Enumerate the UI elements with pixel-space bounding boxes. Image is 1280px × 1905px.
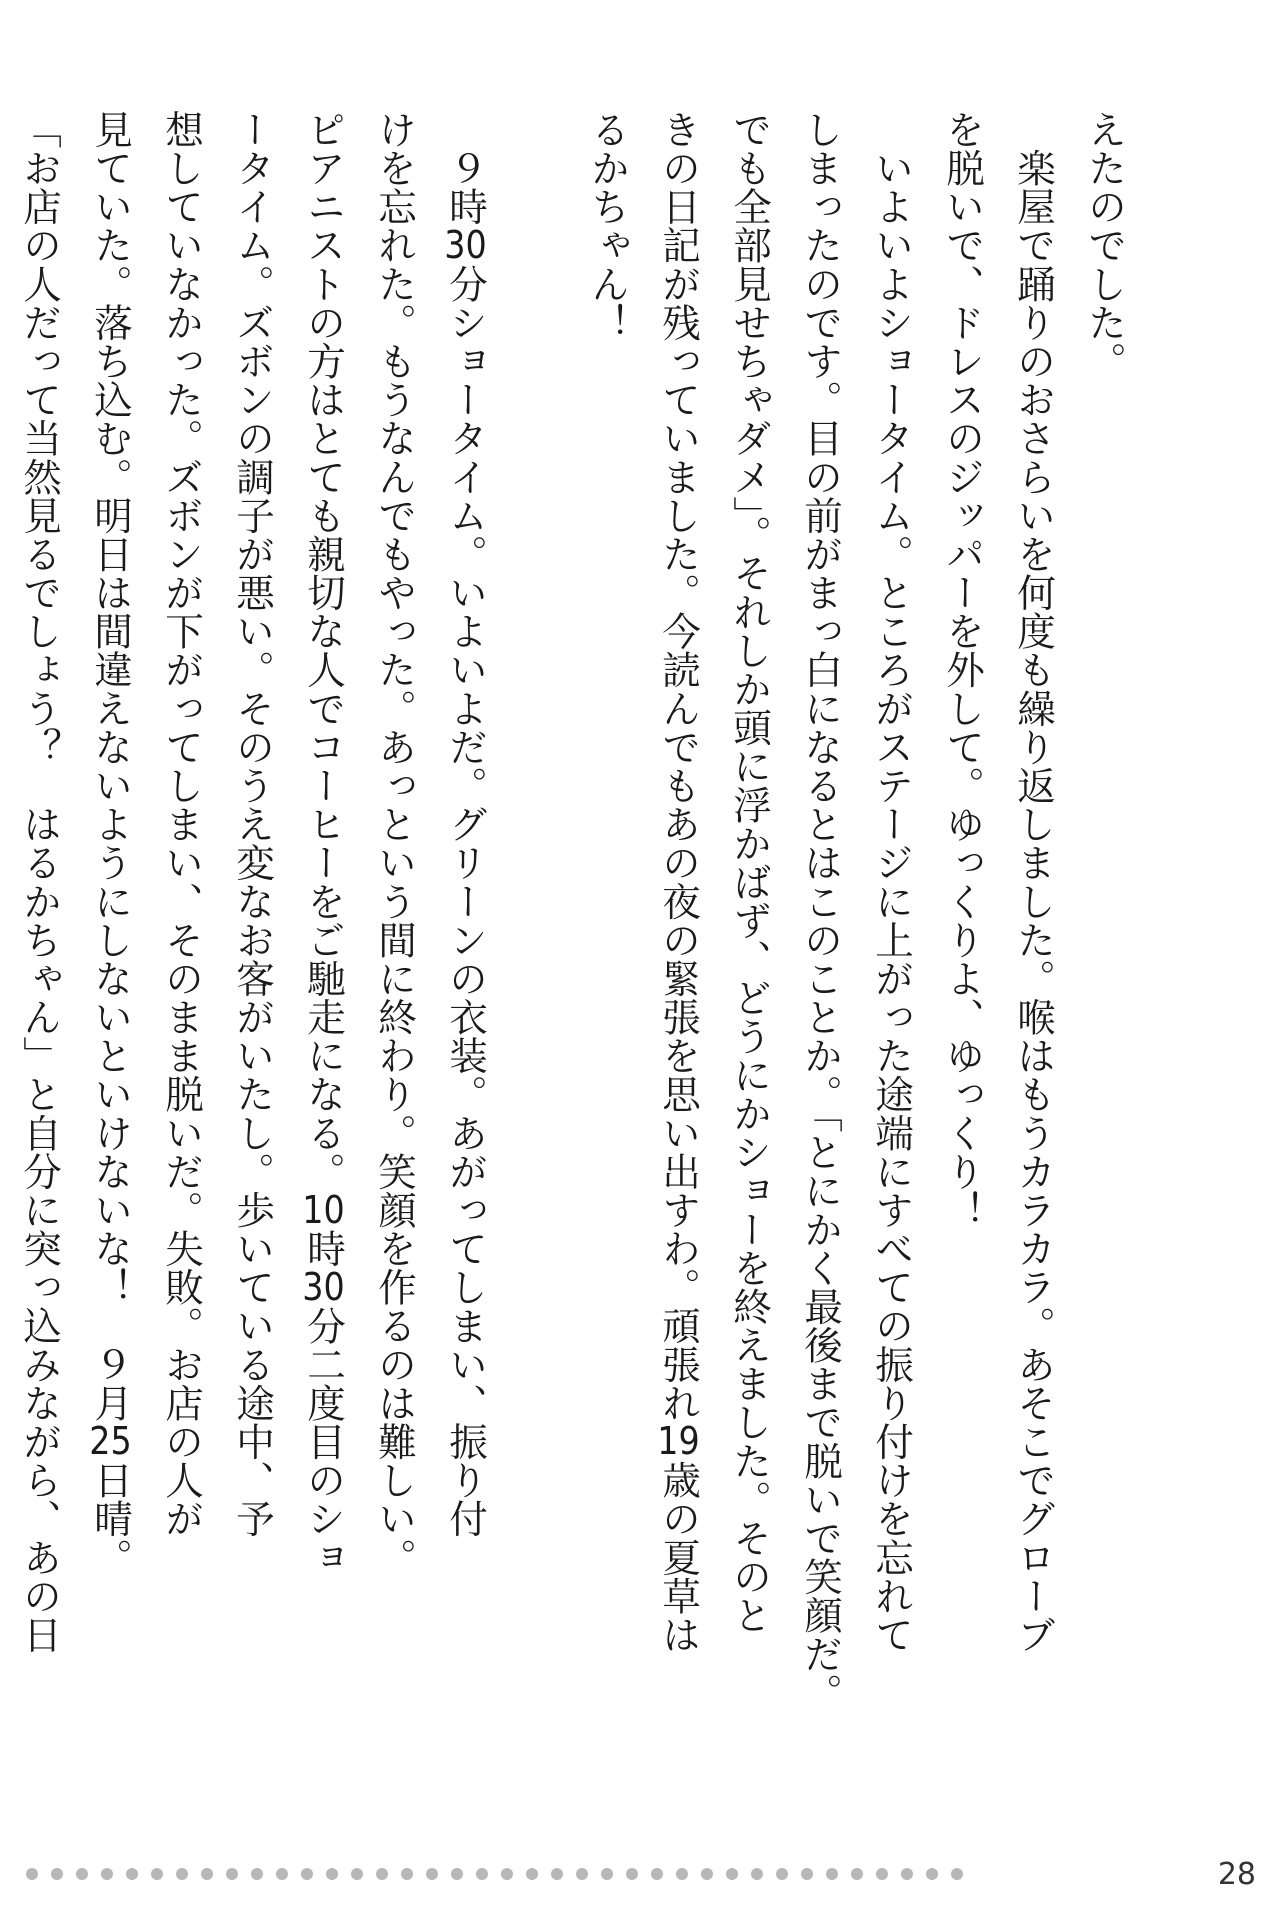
dot-bullet bbox=[476, 1868, 488, 1880]
dot-bullet bbox=[676, 1868, 688, 1880]
dot-bullet bbox=[101, 1868, 113, 1880]
dot-bullet bbox=[76, 1868, 88, 1880]
dot-bullet bbox=[901, 1868, 913, 1880]
dot-bullet bbox=[651, 1868, 663, 1880]
text-line: るかちゃん！ bbox=[585, 110, 630, 342]
diary-line: ータイム。ズボンの調子が悪い。そのうえ変なお客がいたし。歩いている途中、予 bbox=[230, 110, 275, 1538]
text-line: を脱いで、ドレスのジッパーを外して。ゆっくりよ、ゆっくり！ bbox=[940, 110, 985, 1230]
dot-bullet bbox=[451, 1868, 463, 1880]
dot-bullet bbox=[251, 1868, 263, 1880]
dot-bullet bbox=[401, 1868, 413, 1880]
dot-leader bbox=[26, 1868, 963, 1880]
dot-bullet bbox=[751, 1868, 763, 1880]
dot-bullet bbox=[426, 1868, 438, 1880]
text-line: 楽屋で踊りのおさらいを何度も繰り返しました。喉はもうカラカラ。あそこでグローブ bbox=[1011, 110, 1056, 1654]
text-line: しまったのです。目の前がまっ白になるとはこのことか。「とにかく最後まで脱いで笑顔だ。 bbox=[798, 110, 843, 1712]
dot-bullet bbox=[126, 1868, 138, 1880]
diary-line: 見ていた。落ち込む。明日は間違えないようにしないといけないな！ ９月25日晴。 bbox=[88, 110, 133, 1577]
dot-bullet bbox=[376, 1868, 388, 1880]
dot-bullet bbox=[351, 1868, 363, 1880]
dot-bullet bbox=[176, 1868, 188, 1880]
dot-bullet bbox=[26, 1868, 38, 1880]
dot-bullet bbox=[326, 1868, 338, 1880]
dot-bullet bbox=[726, 1868, 738, 1880]
diary-line: けを忘れた。もうなんでもやった。あっという間に終わり。笑顔を作るのは難しい。 bbox=[372, 110, 417, 1577]
dot-bullet bbox=[926, 1868, 938, 1880]
dot-bullet bbox=[551, 1868, 563, 1880]
dot-bullet bbox=[201, 1868, 213, 1880]
dot-bullet bbox=[776, 1868, 788, 1880]
text-line: えたのでした。 bbox=[1082, 110, 1127, 381]
dot-bullet bbox=[501, 1868, 513, 1880]
dot-bullet bbox=[151, 1868, 163, 1880]
page-number: 28 bbox=[1217, 1857, 1256, 1892]
text-line: きの日記が残っていました。今読んでもあの夜の緊張を思い出すわ。頑張れ19歳の夏草は bbox=[656, 110, 701, 1654]
dot-bullet bbox=[601, 1868, 613, 1880]
dot-bullet bbox=[276, 1868, 288, 1880]
dot-bullet bbox=[876, 1868, 888, 1880]
text-line: でも全部見せちゃダメ」。それしか頭に浮かばず、どうにかショーを終えました。そのと bbox=[727, 110, 772, 1635]
dot-bullet bbox=[51, 1868, 63, 1880]
dot-bullet bbox=[826, 1868, 838, 1880]
paragraph-gap bbox=[501, 110, 572, 1710]
dot-bullet bbox=[951, 1868, 963, 1880]
vertical-text-body bbox=[4, 110, 1140, 1710]
diary-line: ピアニストの方はとても親切な人でコーヒーをご馳走になる。10時30分二度目のショ bbox=[301, 110, 346, 1577]
dot-bullet bbox=[301, 1868, 313, 1880]
page-footer bbox=[26, 1857, 1256, 1892]
text-line: 「お店の人だって当然見るでしょう？ はるかちゃん」と自分に突っ込みながら、あの日 bbox=[17, 110, 62, 1654]
dot-bullet bbox=[226, 1868, 238, 1880]
text-line: いよいよショータイム。ところがステージに上がった途端にすべての振り付けを忘れて bbox=[869, 110, 914, 1654]
diary-line: 想していなかった。ズボンが下がってしまい、そのまま脱いだ。失敗。お店の人が bbox=[159, 110, 204, 1538]
diary-line: ９時30分ショータイム。いよいよだ。グリーンの衣装。あがってしまい、振り付 bbox=[443, 110, 488, 1538]
dot-bullet bbox=[701, 1868, 713, 1880]
dot-bullet bbox=[626, 1868, 638, 1880]
dot-bullet bbox=[801, 1868, 813, 1880]
dot-bullet bbox=[526, 1868, 538, 1880]
dot-bullet bbox=[851, 1868, 863, 1880]
dot-bullet bbox=[576, 1868, 588, 1880]
